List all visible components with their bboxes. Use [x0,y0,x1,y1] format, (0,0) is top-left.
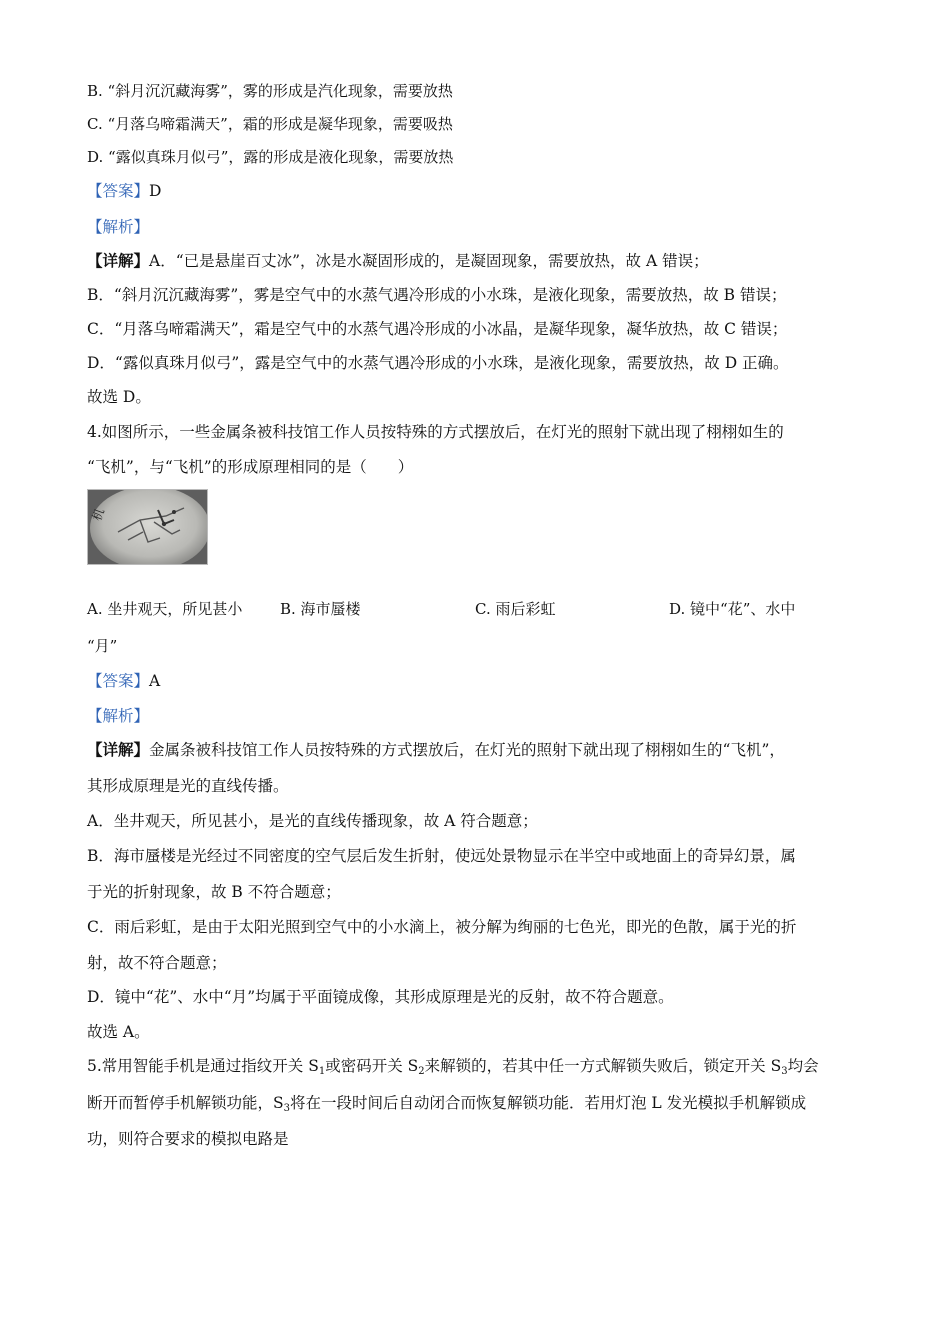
option-b: B. “斜月沉沉藏海雾”，雾的形成是汽化现象，需要放热 [87,82,453,100]
q4-option-a: A. 坐井观天，所见甚小 [87,600,243,618]
q5-sub-s1: 1 [318,1066,326,1077]
detail-b: B．“斜月沉沉藏海雾”，雾是空气中的水蒸气遇冷形成的小水珠，是液化现象，需要放热，故 B 错误； [87,286,787,304]
q4-option-b: B. 海市蜃楼 [280,600,361,618]
q4-analysis-tag: 【解析】 [87,707,150,725]
answer-value: D [149,182,162,200]
q4-answer-value: A [149,672,161,690]
answer-tag: 【答案】 [87,182,150,200]
q4-detail-c1: C．雨后彩虹，是由于太阳光照到空气中的小水滴上，被分解为绚丽的七色光，即光的色散，属于光的折 [87,918,797,936]
q5-sub-s3-b: 3 [283,1103,290,1114]
q5-stem-line-2 [87,1093,806,1119]
q4-option-d: D. 镜中“花”、水中 [669,600,796,618]
q4-choose-line: 故选 A。 [87,1023,150,1041]
q4-detail-1-text: 金属条被科技馆工作人员按特殊的方式摆放后，在灯光的照射下就出现了栩栩如生的“飞机”， [149,741,785,759]
detail-tag: 【详解】 [87,251,150,270]
q5-sub-s3: 3 [781,1066,788,1077]
detail-a [87,251,709,271]
detail-d: D．“露似真珠月似弓”，露是空气中的水蒸气遇冷形成的小水珠，是液化现象，需要放热，故 D 正确。 [87,354,789,372]
detail-a-text: A．“已是悬崖百丈冰”，冰是水凝固形成的，是凝固现象，需要放热，故 A 错误； [149,252,709,270]
q4-option-d-continued: “月” [87,637,118,655]
choose-line: 故选 D。 [87,388,151,406]
q5-l2-b: 将在一段时间后自动闭合而恢复解锁功能．若用灯泡 L 发光模拟手机解锁成 [290,1094,807,1112]
q4-answer-line [87,671,160,691]
q5-stem-line-1 [87,1056,819,1082]
q4-detail-b1: B．海市蜃楼是光经过不同密度的空气层后发生折射，使远处景物显示在半空中或地面上的奇异幻景，属 [87,847,796,865]
q5-sub-s2: 2 [418,1066,425,1077]
q4-detail-line-1 [87,740,785,760]
q4-stem-line-1: 4.如图所示，一些金属条被科技馆工作人员按特殊的方式摆放后，在灯光的照射下就出现了栩栩如生的 [87,423,784,441]
airplane-photo [87,489,208,565]
option-d: D. “露似真珠月似弓”，露的形成是液化现象，需要放热 [87,148,454,166]
q5-l1-c: 来解锁的，若其中任一方式解锁失败后，锁定开关 S [424,1057,782,1075]
q5-l1-b: 或密码开关 S [325,1057,419,1075]
q4-stem-line-2: “飞机”，与“飞机”的形成原理相同的是（ ） [87,458,414,476]
photo-caption-char: 机 [89,506,108,523]
q4-detail-b2: 于光的折射现象，故 B 不符合题意； [87,883,341,901]
q4-detail-line-2: 其形成原理是光的直线传播。 [87,777,289,795]
q4-answer-tag: 【答案】 [87,672,150,690]
q4-detail-c2: 射，故不符合题意； [87,954,227,972]
q5-stem-line-3: 功，则符合要求的模拟电路是 [87,1130,289,1148]
detail-c: C．“月落乌啼霜满天”，霜是空气中的水蒸气遇冷形成的小冰晶，是凝华现象，凝华放热，故 C 错误； [87,320,788,338]
q4-detail-tag: 【详解】 [87,740,150,759]
q5-l2-a: 断开而暂停手机解锁功能，S [87,1094,284,1112]
airplane-photo-graphic [88,490,208,565]
q5-l1-d: 均会 [787,1057,819,1075]
option-c: C. “月落乌啼霜满天”，霜的形成是凝华现象，需要吸热 [87,115,453,133]
q5-l1-a: 5.常用智能手机是通过指纹开关 S [87,1057,319,1075]
q4-detail-a: A．坐井观天，所见甚小，是光的直线传播现象，故 A 符合题意； [87,812,538,830]
analysis-tag: 【解析】 [87,218,150,236]
answer-line [87,181,161,201]
q4-option-c: C. 雨后彩虹 [475,600,556,618]
q4-detail-d: D．镜中“花”、水中“月”均属于平面镜成像，其形成原理是光的反射，故不符合题意。 [87,988,674,1006]
